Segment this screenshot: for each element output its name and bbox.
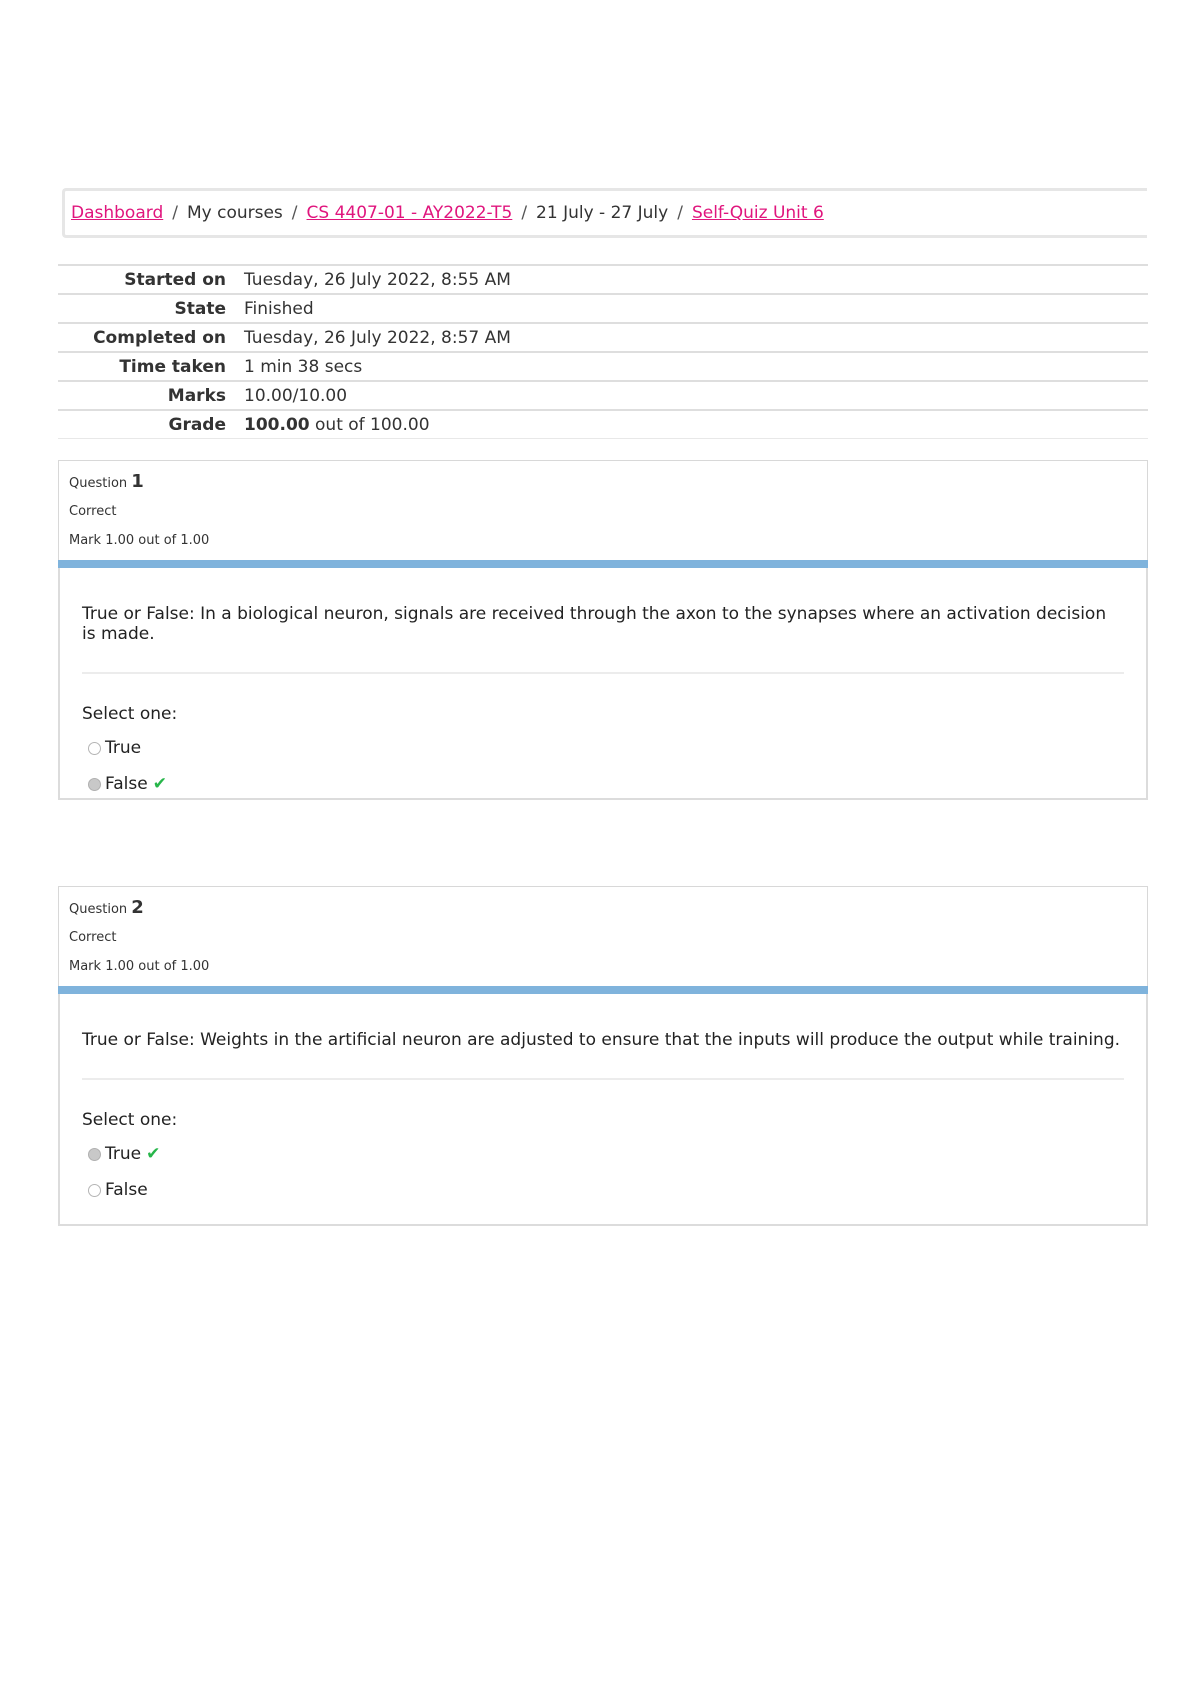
question-text: True or False: In a biological neuron, signals are received through the axon to the synapses where an activation decision is made. [82, 568, 1124, 674]
quiz-summary-table [58, 264, 1148, 439]
question-content [58, 568, 1148, 800]
option-true[interactable] [82, 1142, 1124, 1166]
summary-row-state [58, 294, 1148, 323]
breadcrumb-separator: / [172, 203, 178, 223]
summary-row-time [58, 352, 1148, 381]
summary-value: 1 min 38 secs [244, 356, 363, 377]
summary-row-started [58, 265, 1148, 294]
breadcrumb-course-link[interactable]: CS 4407-01 - AY2022-T5 [306, 203, 513, 223]
check-icon: ✔ [152, 774, 167, 794]
option-label: True [105, 738, 142, 758]
radio-button[interactable] [88, 1184, 101, 1197]
summary-label: Time taken [119, 356, 226, 377]
summary-label: Completed on [93, 327, 226, 348]
question-mark: Mark 1.00 out of 1.00 [69, 959, 210, 974]
option-label: True [105, 1144, 142, 1164]
summary-row-completed [58, 323, 1148, 352]
option-true[interactable] [82, 736, 1124, 760]
summary-value: Tuesday, 26 July 2022, 8:55 AM [244, 269, 511, 290]
summary-label: Grade [168, 414, 226, 435]
option-false[interactable] [82, 772, 1124, 796]
question-2 [58, 886, 1148, 1226]
grade-out-of: out of 100.00 [315, 414, 430, 435]
question-info [58, 886, 1148, 986]
breadcrumb-separator: / [291, 203, 298, 223]
summary-value: Tuesday, 26 July 2022, 8:57 AM [244, 327, 511, 348]
option-false[interactable] [82, 1178, 1124, 1202]
question-mark: Mark 1.00 out of 1.00 [69, 533, 210, 548]
question-content [58, 994, 1148, 1226]
question-number [69, 471, 1147, 492]
question-number [69, 897, 1147, 918]
breadcrumb-quiz-link[interactable]: Self-Quiz Unit 6 [691, 203, 824, 223]
radio-button[interactable] [88, 742, 101, 755]
summary-row-grade [58, 410, 1148, 439]
check-icon: ✔ [146, 1144, 161, 1164]
breadcrumb [62, 188, 1147, 238]
summary-label: Marks [167, 385, 226, 406]
question-label: Question [69, 902, 128, 917]
question-state: Correct [69, 504, 117, 519]
summary-value: Finished [244, 298, 314, 319]
option-label: False [105, 774, 148, 794]
question-number-value: 2 [131, 897, 144, 918]
summary-label: Started on [124, 269, 226, 290]
summary-value: 10.00/10.00 [244, 385, 348, 406]
question-bar [58, 986, 1148, 994]
summary-label: State [174, 298, 226, 319]
question-info [58, 460, 1148, 560]
radio-button-selected[interactable] [88, 1148, 101, 1161]
breadcrumb-separator: / [521, 203, 528, 223]
select-prompt: Select one: [82, 704, 178, 724]
radio-button-selected[interactable] [88, 778, 101, 791]
question-text: True or False: Weights in the artificial neuron are adjusted to ensure that the inputs will produce the output while training. [82, 994, 1124, 1080]
breadcrumb-dashboard-link[interactable]: Dashboard [71, 203, 164, 223]
summary-value [236, 410, 1148, 439]
breadcrumb-separator: / [677, 203, 683, 223]
question-1 [58, 460, 1148, 800]
summary-row-marks [58, 381, 1148, 410]
question-bar [58, 560, 1148, 568]
question-state: Correct [69, 930, 117, 945]
question-label: Question [69, 476, 128, 491]
grade-score: 100.00 [244, 414, 310, 435]
select-prompt: Select one: [82, 1110, 178, 1130]
breadcrumb-week: 21 July - 27 July [536, 203, 669, 223]
option-label: False [105, 1180, 148, 1200]
breadcrumb-my-courses: My courses [186, 203, 283, 223]
question-number-value: 1 [131, 471, 144, 492]
